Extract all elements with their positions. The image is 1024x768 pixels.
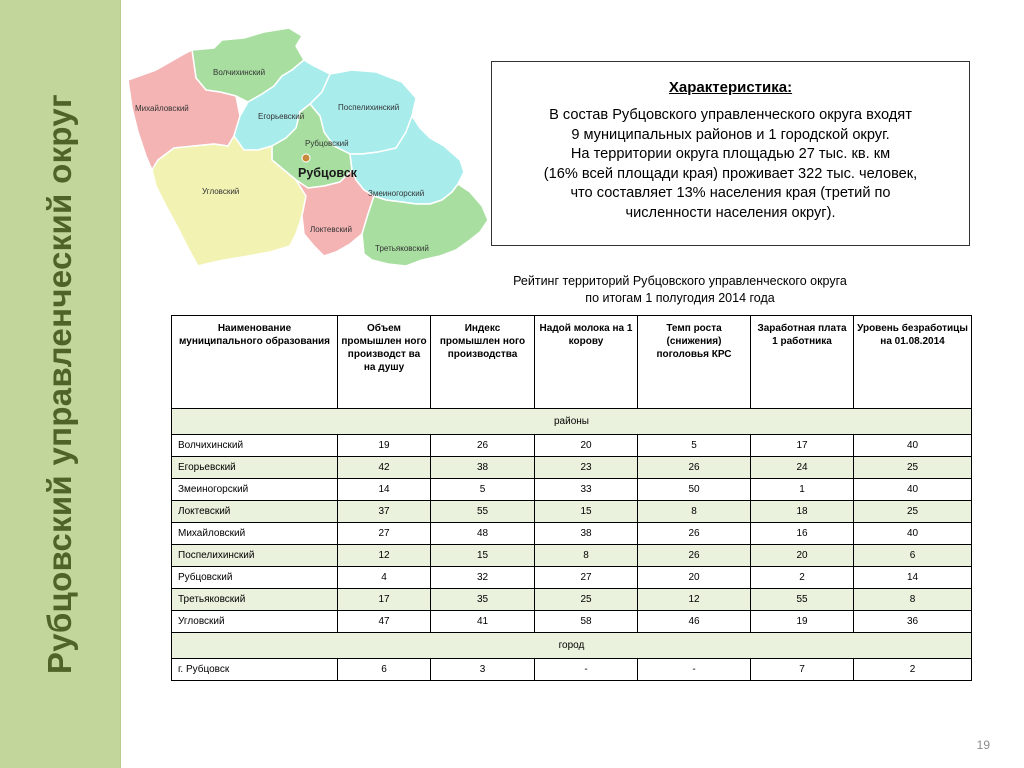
header-cattle-growth: Темп роста (снижения) поголовья КРС (638, 316, 751, 409)
row-value: 41 (431, 611, 535, 633)
row-name: Угловский (172, 611, 338, 633)
sidebar-divider (120, 0, 121, 768)
row-value: 14 (338, 479, 431, 501)
row-value: 16 (751, 523, 854, 545)
characteristic-line: численности населения округ). (625, 204, 836, 221)
row-value: 7 (751, 659, 854, 681)
row-value: 55 (751, 589, 854, 611)
row-value: 3 (431, 659, 535, 681)
map-label-rubtsovsky: Рубцовский (305, 139, 349, 148)
row-value: 12 (638, 589, 751, 611)
characteristic-line: 9 муниципальных районов и 1 городской округ. (571, 126, 890, 143)
row-value: - (638, 659, 751, 681)
row-value: 24 (751, 457, 854, 479)
header-milk-yield: Надой молока на 1 корову (535, 316, 638, 409)
table-row (172, 479, 972, 501)
row-value: 50 (638, 479, 751, 501)
map-label-loktevsky: Локтевский (310, 225, 352, 234)
row-value: 38 (535, 523, 638, 545)
row-value: 19 (751, 611, 854, 633)
section-row-districts (172, 409, 972, 435)
section-row-city (172, 633, 972, 659)
table-header-row (172, 316, 972, 409)
page-number: 19 (976, 738, 990, 752)
header-name: Наименование муниципального образования (172, 316, 338, 409)
row-value: 15 (535, 501, 638, 523)
row-value: 2 (751, 567, 854, 589)
row-value: 12 (338, 545, 431, 567)
row-name: Змеиногорский (172, 479, 338, 501)
row-value: 40 (854, 479, 972, 501)
table-row (172, 589, 972, 611)
row-value: 35 (431, 589, 535, 611)
row-value: 26 (638, 457, 751, 479)
sidebar-title: Рубцовский управленческий округ (41, 93, 78, 675)
row-value: 46 (638, 611, 751, 633)
row-name: Третьяковский (172, 589, 338, 611)
map-label-egorevsky: Егорьевский (258, 112, 305, 121)
table-row (172, 457, 972, 479)
row-value: 15 (431, 545, 535, 567)
table-row (172, 501, 972, 523)
row-value: 8 (535, 545, 638, 567)
rubtsovsk-city-marker (302, 154, 310, 162)
row-name: Михайловский (172, 523, 338, 545)
row-name: Локтевский (172, 501, 338, 523)
map-label-volchikha: Волчихинский (213, 68, 266, 77)
header-industry-volume: Объем промышлен ного производст ва на душу (338, 316, 431, 409)
row-value: 20 (638, 567, 751, 589)
map-label-zmeinogorsk: Змеиногорский (368, 189, 425, 198)
row-value: 19 (338, 435, 431, 457)
row-value: 2 (854, 659, 972, 681)
table-row (172, 523, 972, 545)
district-map (124, 20, 496, 275)
row-value: 17 (751, 435, 854, 457)
row-value: 26 (431, 435, 535, 457)
row-value: 5 (638, 435, 751, 457)
row-name: Егорьевский (172, 457, 338, 479)
row-value: 23 (535, 457, 638, 479)
row-value: 4 (338, 567, 431, 589)
row-value: 47 (338, 611, 431, 633)
row-value: 27 (535, 567, 638, 589)
row-value: 37 (338, 501, 431, 523)
row-value: 36 (854, 611, 972, 633)
row-value: 14 (854, 567, 972, 589)
characteristic-title: Характеристика: (668, 79, 793, 96)
rating-title (470, 273, 890, 307)
header-unemployment: Уровень безработицы на 01.08.2014 (854, 316, 972, 409)
row-value: 6 (338, 659, 431, 681)
row-value: 20 (535, 435, 638, 457)
row-value: 40 (854, 523, 972, 545)
row-value: 27 (338, 523, 431, 545)
row-value: 8 (854, 589, 972, 611)
row-value: 25 (854, 501, 972, 523)
row-value: 26 (638, 545, 751, 567)
row-value: 25 (535, 589, 638, 611)
row-value: 6 (854, 545, 972, 567)
section-label-districts: районы (172, 409, 972, 435)
table-row (172, 611, 972, 633)
characteristic-line: На территории округа площадью 27 тыс. кв. км (570, 146, 891, 163)
map-label-rubtsovsk: Рубцовск (298, 166, 357, 180)
row-name: Рубцовский (172, 567, 338, 589)
map-label-tretyakovsky: Третьяковский (375, 244, 429, 253)
row-value: 25 (854, 457, 972, 479)
row-value: 33 (535, 479, 638, 501)
row-value: 26 (638, 523, 751, 545)
row-name: Поспелихинский (172, 545, 338, 567)
characteristic-box (491, 61, 970, 246)
table-row (172, 659, 972, 681)
characteristic-line: (16% всей площади края) проживает 322 тыс. человек, (543, 165, 918, 182)
row-value: 17 (338, 589, 431, 611)
rating-table (171, 315, 972, 681)
sidebar-panel (0, 0, 120, 768)
header-industry-index: Индекс промышлен ного производства (431, 316, 535, 409)
row-value: - (535, 659, 638, 681)
row-value: 48 (431, 523, 535, 545)
row-value: 8 (638, 501, 751, 523)
map-label-uglovsky: Угловский (202, 187, 240, 196)
rating-title-line-2: по итогам 1 полугодия 2014 года (585, 291, 775, 305)
row-value: 1 (751, 479, 854, 501)
table-row (172, 567, 972, 589)
header-salary: Заработная плата 1 работника (751, 316, 854, 409)
row-name: Волчихинский (172, 435, 338, 457)
row-value: 42 (338, 457, 431, 479)
row-value: 32 (431, 567, 535, 589)
section-label-city: город (172, 633, 972, 659)
row-value: 18 (751, 501, 854, 523)
row-value: 38 (431, 457, 535, 479)
row-value: 20 (751, 545, 854, 567)
row-value: 40 (854, 435, 972, 457)
characteristic-line: что составляет 13% населения края (третий по (570, 185, 891, 202)
rating-title-line-1: Рейтинг территорий Рубцовского управленческого округа (513, 274, 847, 288)
row-name: г. Рубцовск (172, 659, 338, 681)
characteristic-line: В состав Рубцовского управленческого округа входят (549, 107, 912, 123)
table-row (172, 545, 972, 567)
row-value: 55 (431, 501, 535, 523)
map-label-pospelikha: Поспелихинский (338, 103, 400, 112)
row-value: 58 (535, 611, 638, 633)
table-row (172, 435, 972, 457)
map-label-mikhaylovsky: Михайловский (135, 104, 189, 113)
row-value: 5 (431, 479, 535, 501)
